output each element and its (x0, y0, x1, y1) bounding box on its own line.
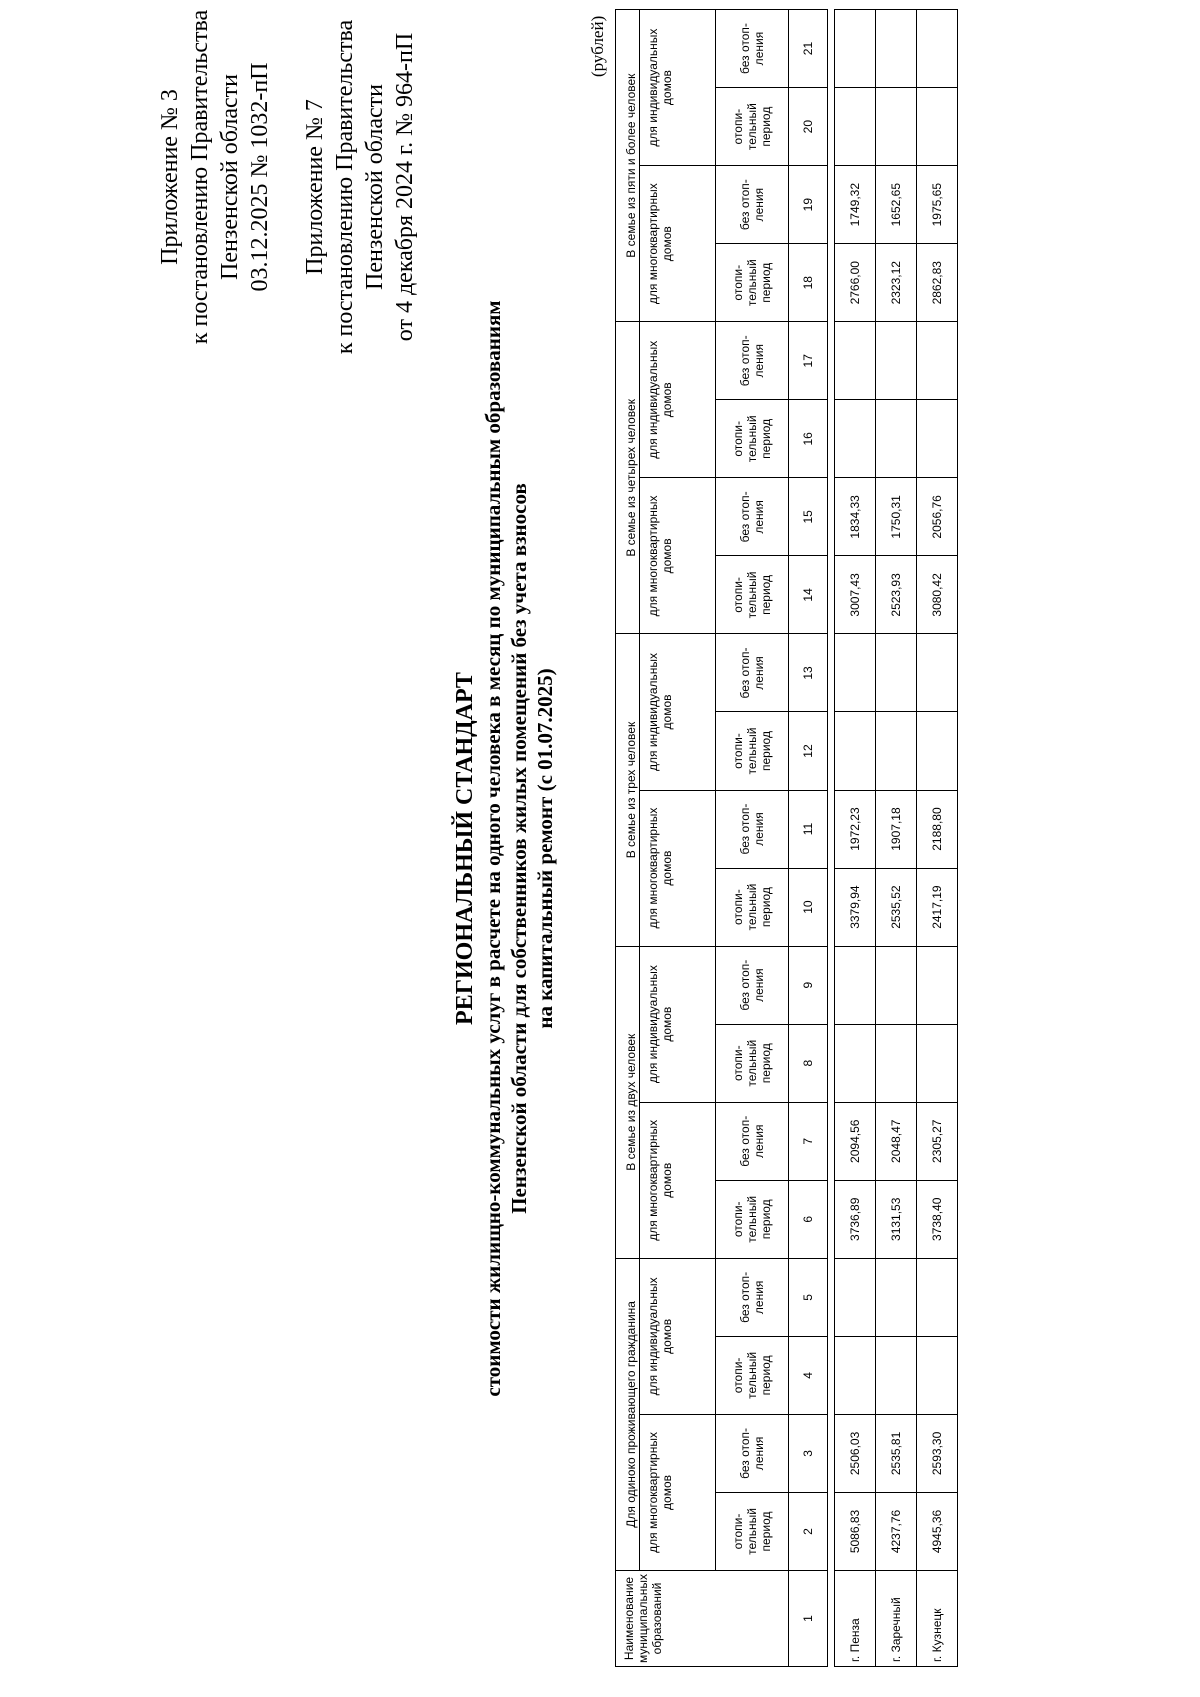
sub-header-no-heating: без отоп-ления (716, 1102, 789, 1180)
sub-header-no-heating: без отоп-ления (716, 10, 789, 88)
table-cell: 2506,03 (835, 1414, 876, 1492)
column-number: 9 (789, 946, 828, 1024)
annex-line: Пензенской области (217, 74, 243, 280)
table-cell: 2862,83 (917, 244, 958, 322)
table-cell (835, 400, 876, 478)
table-cell (876, 1024, 917, 1102)
sub-header-no-heating: без отоп-ления (716, 790, 789, 868)
annex-line: к постановлению Правительства (332, 19, 358, 355)
sub-header-heating: отопи-тельный период (716, 400, 789, 478)
table-spacer (828, 10, 835, 1667)
document-title (450, 0, 558, 1697)
table-cell: 3131,53 (876, 1180, 917, 1258)
table-cell (876, 322, 917, 400)
municipality-name: г. Пенза (835, 1571, 876, 1667)
title-line: на капитальный ремонт (с 01.07.2025) (533, 668, 557, 1029)
table-cell: 2535,52 (876, 868, 917, 946)
type-header-multi: для многоквартирных домов (640, 478, 716, 634)
sub-header-no-heating: без отоп-ления (716, 166, 789, 244)
table-cell: 1750,31 (876, 478, 917, 556)
unit-label: (рублей) (588, 15, 607, 77)
annex-line: Пензенской области (362, 84, 388, 290)
table-row (876, 10, 917, 1667)
table-cell (917, 1336, 958, 1414)
municipality-name: г. Заречный (876, 1571, 917, 1667)
standard-table (615, 9, 958, 1667)
sub-header-heating: отопи-тельный период (716, 1492, 789, 1570)
sub-header-heating: отопи-тельный период (716, 1336, 789, 1414)
annex-note-3 (155, 7, 275, 347)
municipality-name: г. Кузнецк (917, 1571, 958, 1667)
annex-line: Приложение № 7 (302, 99, 328, 275)
type-header-individual: для индивидуальных домов (640, 322, 716, 478)
table-cell (917, 634, 958, 712)
group-header: В семье из двух человек (616, 946, 640, 1258)
table-cell (876, 400, 917, 478)
column-number: 17 (789, 322, 828, 400)
column-number: 16 (789, 400, 828, 478)
table-cell (917, 10, 958, 88)
sub-header-heating: отопи-тельный период (716, 868, 789, 946)
table-cell (876, 712, 917, 790)
table-cell: 2188,80 (917, 790, 958, 868)
type-header-individual: для индивидуальных домов (640, 634, 716, 790)
sub-header-heating: отопи-тельный период (716, 1024, 789, 1102)
table-cell (917, 1258, 958, 1336)
column-number: 1 (789, 1571, 828, 1667)
column-number: 15 (789, 478, 828, 556)
table-cell (876, 946, 917, 1024)
sub-header-heating: отопи-тельный период (716, 712, 789, 790)
column-header-name: Наименование муниципальных образований (616, 1571, 789, 1667)
column-number: 7 (789, 1102, 828, 1180)
table-cell (876, 88, 917, 166)
table-cell: 4945,36 (917, 1492, 958, 1570)
table-cell: 1834,33 (835, 478, 876, 556)
type-header-multi: для многоквартирных домов (640, 1102, 716, 1258)
sub-header-heating: отопи-тельный период (716, 556, 789, 634)
group-header: В семье из трех человек (616, 634, 640, 946)
table-cell: 2535,81 (876, 1414, 917, 1492)
table-cell: 1749,32 (835, 166, 876, 244)
table-cell (835, 1258, 876, 1336)
sub-header-no-heating: без отоп-ления (716, 322, 789, 400)
column-number: 21 (789, 10, 828, 88)
table-cell (835, 712, 876, 790)
group-header: В семье из пяти и более человек (616, 10, 640, 322)
table-cell: 3379,94 (835, 868, 876, 946)
table-cell (917, 400, 958, 478)
column-number: 10 (789, 868, 828, 946)
sub-header-heating: отопи-тельный период (716, 244, 789, 322)
title-line: стоимости жилищно-коммунальных услуг в расчете на одного человека в месяц по муниципальным образованиям (481, 300, 505, 1397)
column-number: 20 (789, 88, 828, 166)
table-cell (835, 322, 876, 400)
column-number: 12 (789, 712, 828, 790)
column-number: 13 (789, 634, 828, 712)
sub-header-no-heating: без отоп-ления (716, 946, 789, 1024)
sub-header-no-heating: без отоп-ления (716, 1414, 789, 1492)
table-cell (835, 1336, 876, 1414)
table-cell: 1972,23 (835, 790, 876, 868)
table-cell (917, 1024, 958, 1102)
sub-header-heating: отопи-тельный период (716, 88, 789, 166)
column-number: 8 (789, 1024, 828, 1102)
title-line: Пензенской области для собственников жилых помещений без учета взносов (507, 483, 531, 1214)
annex-line: 03.12.2025 № 1032-пП (247, 62, 273, 292)
table-row (917, 10, 958, 1667)
column-number: 18 (789, 244, 828, 322)
table-cell (876, 634, 917, 712)
sub-header-no-heating: без отоп-ления (716, 1258, 789, 1336)
group-header: Для одиноко проживающего гражданина (616, 1258, 640, 1570)
table-cell: 1907,18 (876, 790, 917, 868)
table-cell: 2593,30 (917, 1414, 958, 1492)
column-number: 6 (789, 1180, 828, 1258)
table-cell (876, 10, 917, 88)
table-cell (917, 712, 958, 790)
table-cell (917, 946, 958, 1024)
table-cell (876, 1336, 917, 1414)
type-header-individual: для индивидуальных домов (640, 1258, 716, 1414)
table-cell: 3007,43 (835, 556, 876, 634)
table-cell: 5086,83 (835, 1492, 876, 1570)
column-number: 2 (789, 1492, 828, 1570)
column-number: 3 (789, 1414, 828, 1492)
table-cell (835, 946, 876, 1024)
table-cell: 2523,93 (876, 556, 917, 634)
table-cell (835, 1024, 876, 1102)
annex-line: Приложение № 3 (157, 89, 183, 265)
table-cell: 2305,27 (917, 1102, 958, 1180)
table-cell: 2417,19 (917, 868, 958, 946)
type-header-multi: для многоквартирных домов (640, 1414, 716, 1570)
table-cell: 1652,65 (876, 166, 917, 244)
annex-note-7 (300, 0, 420, 377)
type-header-individual: для индивидуальных домов (640, 10, 716, 166)
annex-line: к постановлению Правительства (187, 9, 213, 345)
table-cell (835, 634, 876, 712)
table-cell (876, 1258, 917, 1336)
group-header: В семье из четырех человек (616, 322, 640, 634)
table-cell: 2056,76 (917, 478, 958, 556)
table-cell: 3738,40 (917, 1180, 958, 1258)
table-cell (917, 322, 958, 400)
table-cell: 4237,76 (876, 1492, 917, 1570)
table-cell (835, 88, 876, 166)
annex-line: от 4 декабря 2024 г. № 964-пП (392, 32, 418, 342)
table-cell: 2323,12 (876, 244, 917, 322)
column-number: 4 (789, 1336, 828, 1414)
column-number: 11 (789, 790, 828, 868)
type-header-multi: для многоквартирных домов (640, 166, 716, 322)
table-cell: 3080,42 (917, 556, 958, 634)
type-header-multi: для многоквартирных домов (640, 790, 716, 946)
sub-header-heating: отопи-тельный период (716, 1180, 789, 1258)
column-number: 14 (789, 556, 828, 634)
table-cell: 1975,65 (917, 166, 958, 244)
table-cell: 2766,00 (835, 244, 876, 322)
table-cell: 2048,47 (876, 1102, 917, 1180)
table-cell: 2094,56 (835, 1102, 876, 1180)
table-cell: 3736,89 (835, 1180, 876, 1258)
sub-header-no-heating: без отоп-ления (716, 478, 789, 556)
type-header-individual: для индивидуальных домов (640, 946, 716, 1102)
table-cell (917, 88, 958, 166)
title-main: РЕГИОНАЛЬНЫЙ СТАНДАРТ (452, 672, 478, 1025)
column-number: 19 (789, 166, 828, 244)
table-row (835, 10, 876, 1667)
sub-header-no-heating: без отоп-ления (716, 634, 789, 712)
table-cell (835, 10, 876, 88)
column-number: 5 (789, 1258, 828, 1336)
